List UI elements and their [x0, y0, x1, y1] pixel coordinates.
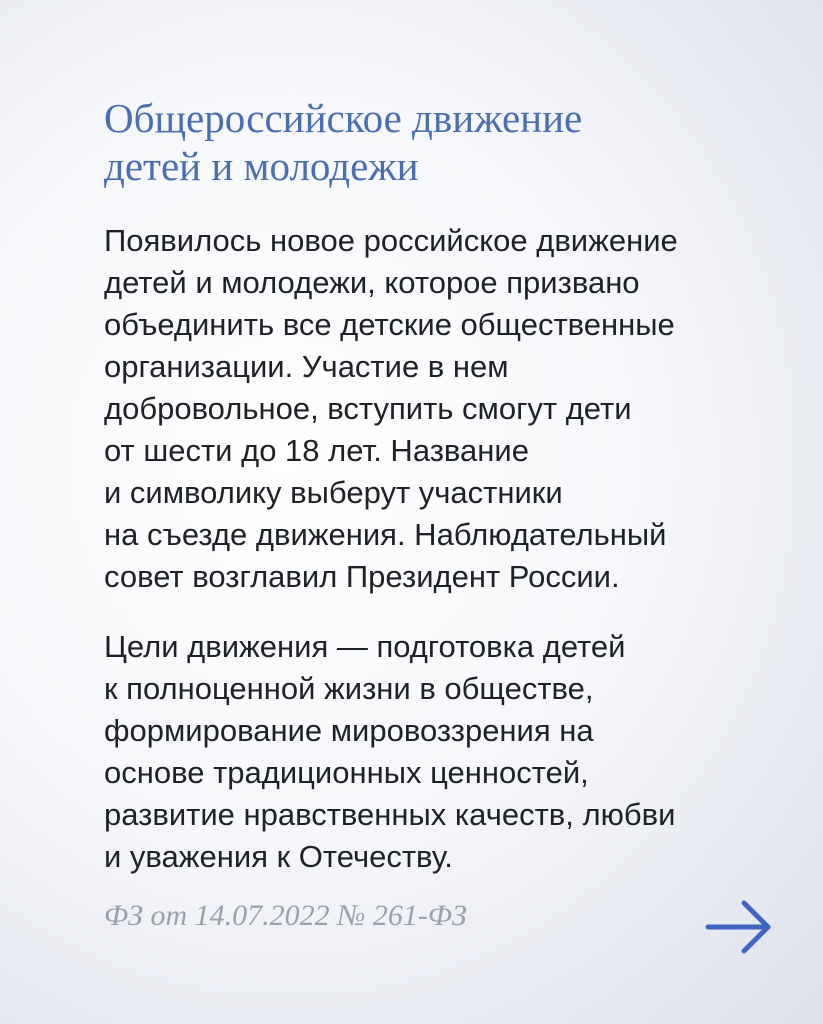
next-slide-button[interactable] [704, 895, 776, 959]
paragraph-line: формирование мировоззрения на [104, 713, 594, 748]
paragraph-line: развитие нравственных качеств, любви [104, 797, 676, 832]
paragraph-line: организации. Участие в нем [104, 349, 509, 384]
page-title [104, 94, 784, 190]
arrow-right-icon [704, 895, 776, 959]
paragraph-line: к полноценной жизни в обществе, [104, 671, 594, 706]
paragraph-line: и уважения к Отечеству. [104, 839, 453, 874]
paragraph-line: основе традиционных ценностей, [104, 755, 589, 790]
paragraph-goals [104, 626, 804, 878]
paragraph-line: Цели движения — подготовка детей [104, 629, 626, 664]
paragraph-line: на съезде движения. Наблюдательный [104, 517, 667, 552]
law-reference: ФЗ от 14.07.2022 № 261-ФЗ [104, 899, 467, 932]
paragraph-line: от шести до 18 лет. Название [104, 433, 529, 468]
paragraph-line: добровольное, вступить смогут дети [104, 391, 632, 426]
paragraph-line: детей и молодежи, которое призвано [104, 265, 640, 300]
paragraph-description [104, 220, 804, 598]
paragraph-line: и символику выберут участники [104, 475, 563, 510]
title-line-2: детей и молодежи [104, 143, 419, 189]
paragraph-line: Появилось новое российское движение [104, 223, 678, 258]
paragraph-line: совет возглавил Президент России. [104, 559, 620, 594]
title-line-1: Общероссийское движение [104, 95, 583, 141]
paragraph-line: объединить все детские общественные [104, 307, 675, 342]
